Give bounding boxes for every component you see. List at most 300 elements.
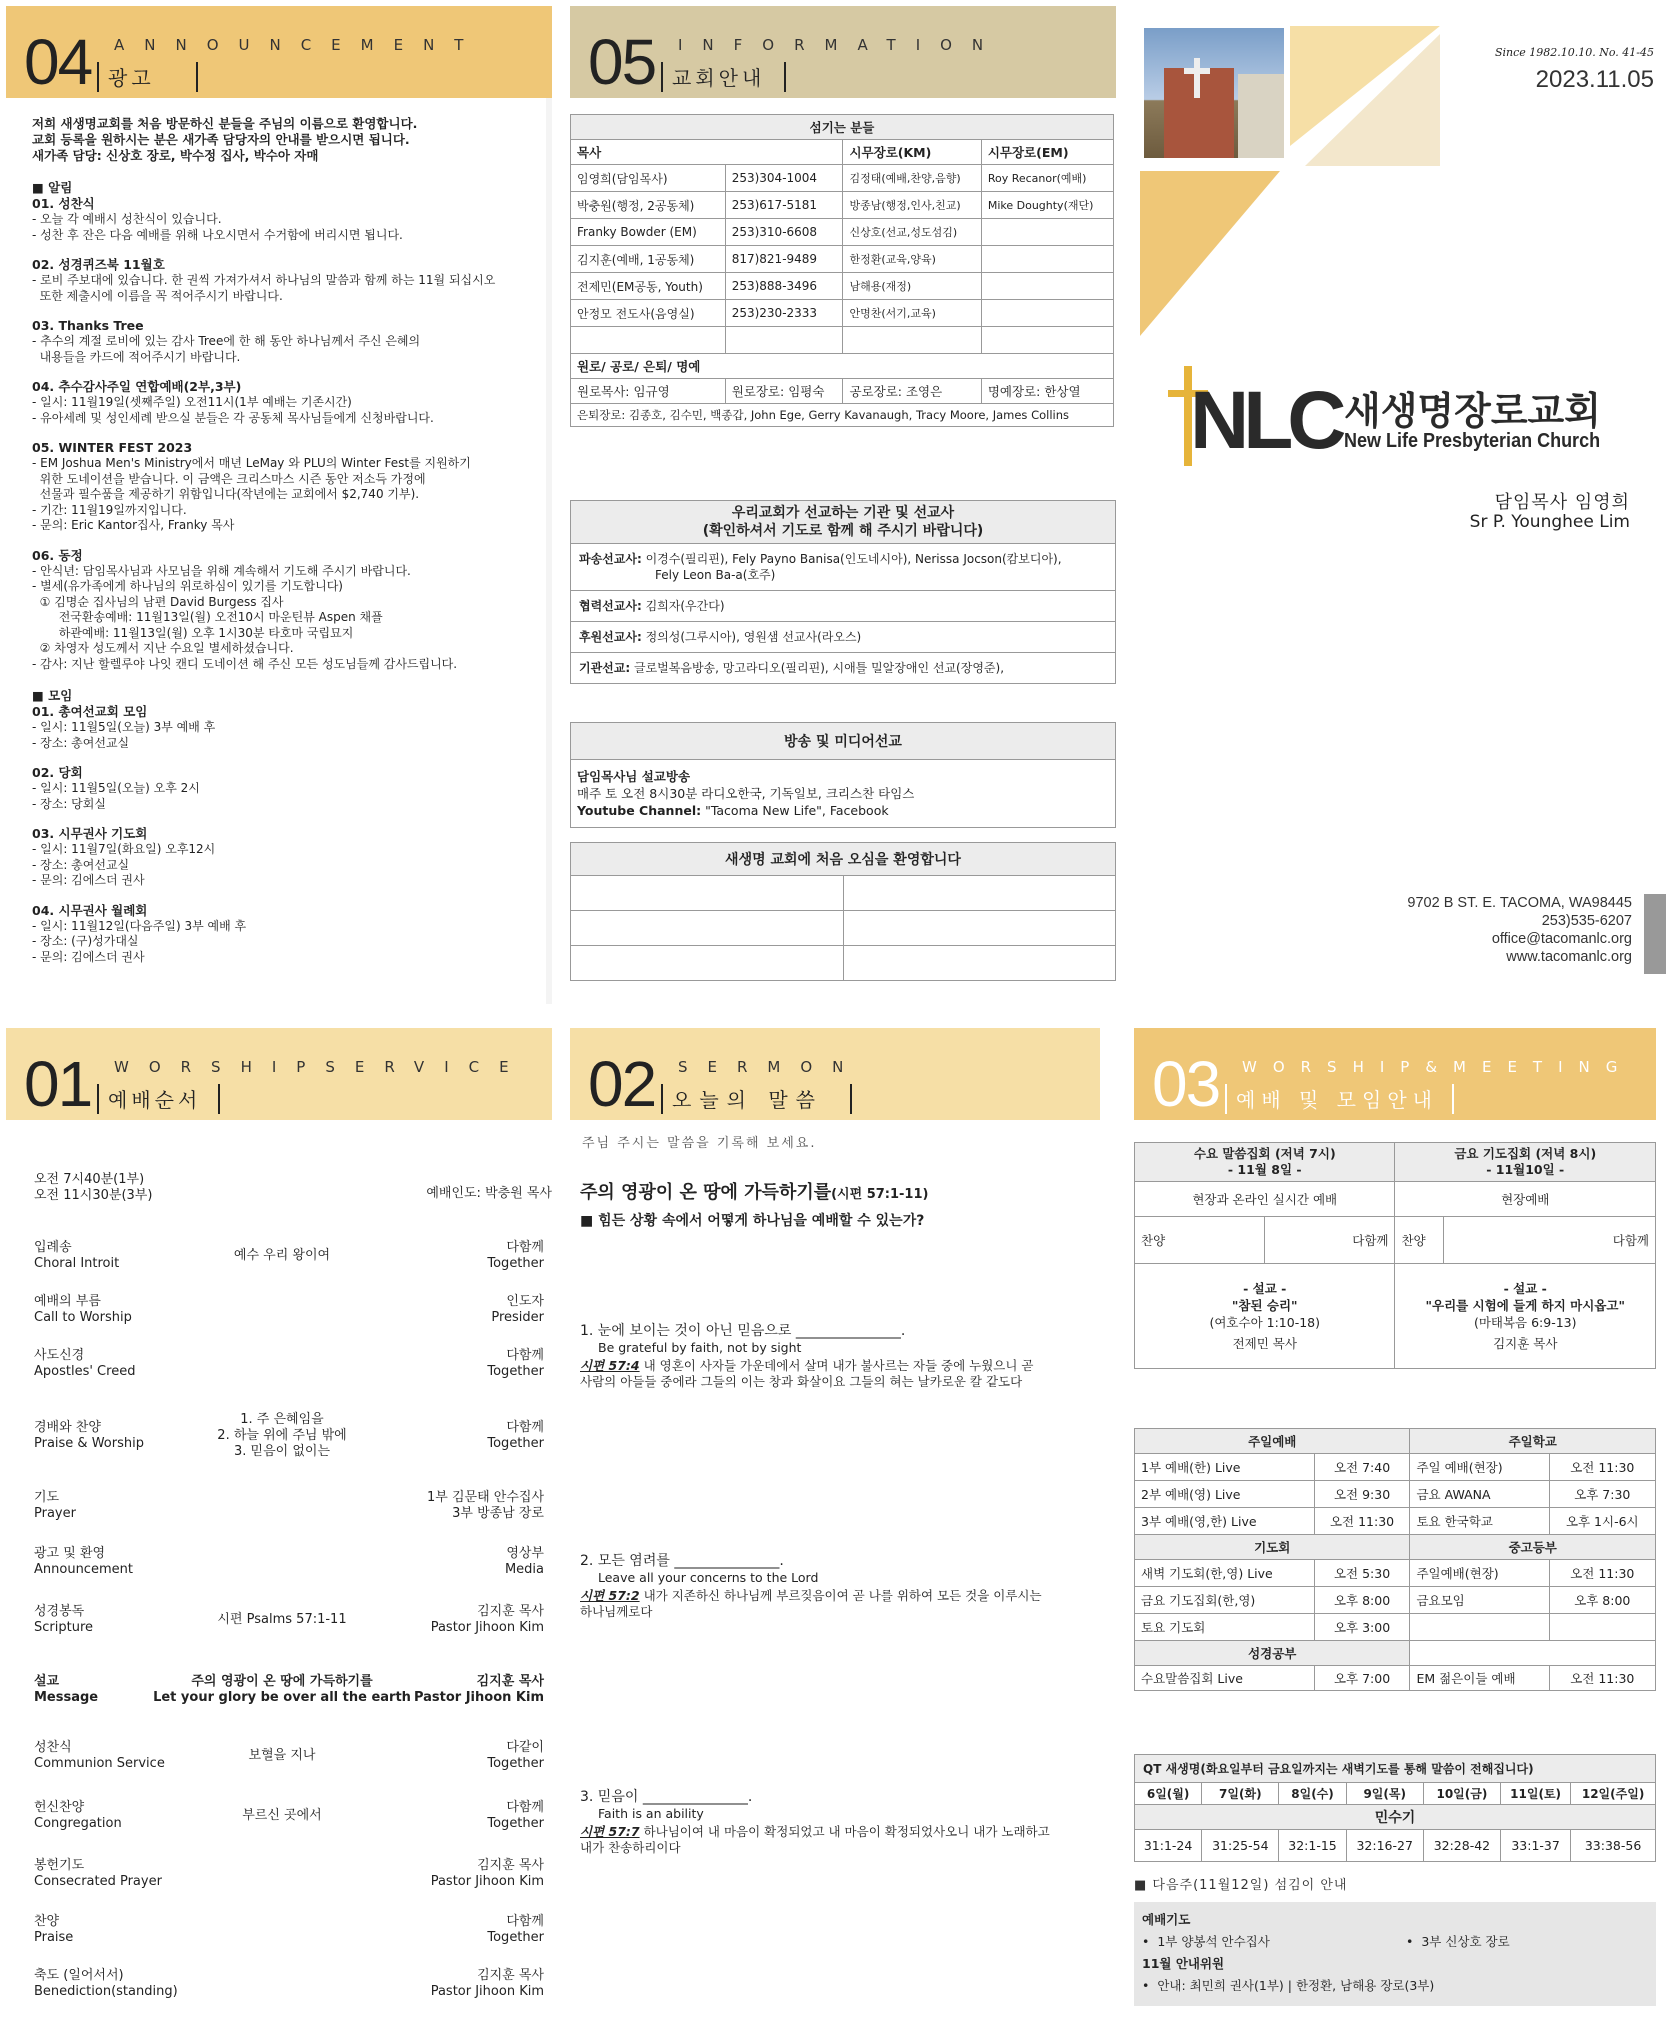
scripture-text: 내 영혼이 사자들 가운데에서 살며 내가 불사르는 자들 중에 누웠으니 곧 [639,1358,1034,1373]
mission-title: 우리교회가 선교하는 기관 및 선교사 [731,505,955,521]
announcement-item [32,826,552,889]
staff-cell: Mike Doughty(재단) [981,192,1113,219]
point-scripture [580,1588,1100,1620]
schedule-table [1134,1428,1656,1691]
staff-cell: 253)230-2333 [725,300,843,327]
schedule-cell: 오전 5:30 [1314,1560,1410,1587]
section-label: ■ 알림 [32,180,73,195]
staff-cell [981,273,1113,300]
sermon-label: - 설교 - [1503,1281,1547,1296]
service-leader [344,1240,544,1272]
prayer-title: 예배기도 [1142,1912,1191,1927]
content-line: 1. 주 은혜임을 [240,1412,324,1427]
staff-cell: 신상호(선교,성도섬김) [843,219,981,246]
since-text: Since 1982.10.10. No. 41-45 [1494,46,1654,59]
content-line: 주의 영광이 온 땅에 가득하기를 [191,1674,373,1689]
staff-cell: 임영희(담임목사) [571,165,726,192]
item-title: 04. 시무권사 월례회 [32,902,148,918]
service-leader [344,1800,544,1832]
item-line: ② 차영자 성도께서 지난 수요일 별세하셨습니다. [32,641,294,655]
divider [1225,1084,1227,1114]
leader-ko: 김지훈 목사 [477,1858,544,1873]
service-ko: 봉헌기도 [34,1858,85,1873]
service-leader [344,1914,544,1946]
qt-day: 7일(화) [1202,1783,1279,1805]
staff-cell: 안명찬(서기,교육) [843,300,981,327]
intro-line: 교회 등록을 원하시는 분은 새가족 담당자의 안내를 받으시면 됩니다. [32,132,410,147]
elder-cell: 명예장로: 한상열 [981,379,1113,404]
media-title: 방송 및 미디어선교 [571,723,1116,760]
staff-cell: 김정태(예배,찬양,음향) [843,165,981,192]
service-leader [344,1968,544,2000]
mission-table [570,500,1116,684]
item-line: - 유아세례 및 성인세례 받으실 분들은 각 공동체 목사님들에게 신청바랍니다. [32,410,434,425]
qt-book: 민수기 [1135,1805,1656,1830]
schedule-cell: 금요 기도집회(한,영) [1135,1587,1315,1614]
schedule-cell: 주일 예배(현장) [1410,1454,1549,1481]
time-2: 오전 11시30분(3부) [34,1188,153,1203]
fri-sermon: "우리를 시험에 들게 하지 마시옵고" [1425,1298,1625,1313]
elder-cell: 공로장로: 조영은 [843,379,981,404]
time-1: 오전 7시40분(1부) [34,1172,145,1187]
section-number: 05 [588,26,656,98]
qt-table [1134,1754,1656,1862]
schedule-cell: 토요 기도회 [1135,1614,1315,1641]
schedule-cell: 금요 AWANA [1410,1481,1549,1508]
schedule-cell: 오전 11:30 [1549,1454,1655,1481]
service-item [34,1914,204,1946]
staff-row [571,327,1114,354]
leader-ko: 다함께 [506,1420,544,1435]
item-line: 전국환송예배: 11월13일(월) 오전10시 마운틴뷰 Aspen 채플 [32,610,383,624]
schedule-row [1135,1560,1656,1587]
point-heading: 1. 눈에 보이는 것이 아닌 믿음으로 _______________. [580,1323,906,1339]
mission-cell [571,591,1116,622]
staff-cell: 남해용(재정) [843,273,981,300]
media-table [570,722,1116,828]
divider [218,1084,220,1114]
announcement-item [32,440,552,534]
item-title: 05. WINTER FEST 2023 [32,440,193,455]
sermon-label: - 설교 - [1243,1281,1287,1296]
sermon-ref: (시편 57:1-11) [831,1187,929,1202]
qt-verse: 32:1-15 [1279,1830,1346,1862]
leader-en: Together [487,1436,544,1451]
item-line: - 일시: 11월7일(화요일) 오후12시 [32,842,216,856]
leader-en: Pastor Jihoon Kim [430,1874,544,1889]
media-line: 매주 토 오전 8시30분 라디오한국, 기독일보, 크리스찬 타임스 [577,786,915,801]
youtube-value: "Tacoma New Life", Facebook [701,803,889,818]
servers-box [1134,1902,1656,2006]
staff-cell: 253)617-5181 [725,192,843,219]
point-heading: 3. 믿음이 _______________. [580,1789,753,1805]
schedule-cell: 토요 한국학교 [1410,1508,1549,1535]
item-title: 02. 성경퀴즈북 11월호 [32,257,165,272]
content-line: 2. 하늘 위에 주님 밖에 [217,1428,347,1443]
qt-day: 9일(목) [1346,1783,1423,1805]
retired-elders: 은퇴장로: 김종호, 김수민, 백종갑, John Ege, Gerry Kavanaugh, Tracy Moore, James Collins [571,404,1114,427]
divider [196,62,198,92]
service-en: Congregation [34,1816,122,1831]
section-number: 02 [588,1048,656,1120]
section-english: WORSHIP&MEETING [1242,1058,1634,1076]
worship-header [6,1028,552,1120]
service-leader [344,1348,544,1380]
cover-panel [1140,6,1680,1004]
announcement-item [32,765,552,812]
item-title: 01. 성찬식 [32,196,95,211]
sermon-point [580,1322,1100,1390]
leader-en: Together [487,1756,544,1771]
sermon-question: ■ 힘든 상황 속에서 어떻게 하나님을 예배할 수 있는가? [580,1213,925,1229]
service-ko: 성경봉독 [34,1604,85,1619]
welcome-intro [32,116,552,164]
praise-label: 찬양 [1395,1217,1444,1264]
schedule-cell: 새벽 기도회(한,영) Live [1135,1560,1315,1587]
schedule-cell: 오후 8:00 [1549,1587,1655,1614]
schedule-cell: 금요모임 [1410,1587,1549,1614]
qt-verse: 33:38-56 [1571,1830,1656,1862]
prayer-title: 기도회 [1135,1535,1410,1560]
scripture-text-2: 내가 찬송하리이다 [580,1840,681,1855]
youtube-label: Youtube Channel: [577,803,702,818]
item-line: - 문의: 김에스더 권사 [32,949,145,964]
item-title: 01. 총여선교회 모임 [32,704,148,719]
website[interactable]: www.tacomanlc.org [1506,949,1632,965]
announcement-item [32,318,552,365]
announcement-body [32,116,552,965]
wed-date: - 11월 8일 - [1227,1162,1302,1177]
mission-cell [571,653,1116,684]
announcement-item [32,379,552,426]
schedule-row [1135,1481,1656,1508]
service-leader [344,1604,544,1636]
pastor-en: Sr P. Younghee Lim [1469,512,1630,532]
divider [784,62,786,92]
meeting-header [1134,1028,1656,1120]
section-number: 04 [24,26,92,98]
staff-cell: 253)888-3496 [725,273,843,300]
usher-line: • 안내: 최민희 권사(1부) | 한정환, 남해용 장로(3부) [1142,1978,1435,1993]
section-english: ANNOUNCEMENT [114,36,484,54]
section-english: WORSHIPSERVICE [114,1058,529,1076]
schedule-cell: 오후 7:30 [1549,1481,1655,1508]
staff-row [571,246,1114,273]
leader-en: Media [504,1562,544,1577]
service-leader [344,1858,544,1890]
item-line: - 추수의 계절 로비에 있는 감사 Tree에 한 해 동안 하나님께서 주신 은혜의 [32,334,421,348]
service-item [34,1968,204,2000]
prayer-2-text: 3부 신상호 장로 [1421,1934,1510,1949]
staff-cell [981,300,1113,327]
section-title: 예배순서 [108,1088,202,1112]
item-title: 02. 당회 [32,765,83,780]
announcement-item [32,548,552,673]
wed-preacher: 전제민 목사 [1232,1336,1297,1351]
wed-type: 현장과 온라인 실시간 예배 [1135,1182,1395,1217]
address-block [1407,894,1632,966]
leader-ko: 김지훈 목사 [477,1604,544,1619]
sch-cell: 수요말씀집회 Live [1135,1666,1315,1691]
service-en: Prayer [34,1506,76,1521]
mission-row [571,544,1116,591]
service-leader [344,1546,544,1578]
content-line: Let your glory be over all the earth [153,1690,411,1705]
item-title: 06. 동정 [32,547,83,563]
point-english: Faith is an ability [598,1806,704,1821]
mission-row [571,591,1116,622]
sermon-hint: 주님 주시는 말씀을 기록해 보세요. [582,1136,817,1151]
leader-en: Presider [491,1310,544,1325]
side-bar [1644,894,1666,974]
staff-table [570,114,1114,427]
service-en: Choral Introit [34,1256,120,1271]
item-line: 내용들을 카드에 적어주시기 바랍니다. [32,349,241,364]
section-number: 03 [1152,1048,1220,1120]
schedule-row [1135,1454,1656,1481]
mission-rows [571,544,1116,684]
welcome-table [570,842,1116,981]
staff-cell: 전제민(EM공동, Youth) [571,273,726,300]
item-line: 또한 제출시에 이름을 꼭 적어주시기 바랍니다. [32,288,283,303]
sunday-rows [1135,1454,1656,1535]
col-pastor: 목사 [571,140,843,165]
service-ko: 입례송 [34,1240,72,1255]
item-line: - 일시: 11월5일(오늘) 오후 2시 [32,781,200,795]
item-line: ① 김명순 집사님의 남편 David Burgess 집사 [32,594,284,609]
mission-cell [571,544,1116,591]
schedule-row [1135,1587,1656,1614]
schedule-cell: 2부 예배(영) Live [1135,1481,1315,1508]
sermon-header [570,1028,1100,1120]
sermon-panel [570,1028,1100,2034]
item-line: - 감사: 지난 할렐루야 나잇 캔디 도네이션 해 주신 모든 성도님들께 감사드립니다. [32,656,458,671]
scripture-ref: 시편 57:7 [580,1824,640,1839]
point-scripture [580,1824,1100,1856]
item-line: - 안식년: 담임목사님과 사모님을 위해 계속해서 기도해 주시기 바랍니다. [32,563,411,578]
mission-subtitle: (확인하셔서 기도로 함께 해 주시기 바랍니다) [702,523,984,539]
sunday-title: 주일예배 [1135,1429,1410,1454]
sermon-point [580,1552,1100,1620]
announcement-panel [6,6,552,1004]
service-ko: 설교 [34,1674,60,1689]
schedule-cell [1410,1614,1549,1641]
schedule-cell: 오후 1시-6시 [1549,1508,1655,1535]
item-line: - 문의: Eric Kantor집사, Franky 목사 [32,518,235,532]
prayer-2: • 3부 신상호 장로 [1406,1934,1510,1949]
staff-row [571,165,1114,192]
mission-label: 후원선교사: [579,630,642,644]
worship-leader: 예배인도: 박충원 목사 [426,1186,552,1201]
scripture-text-2: 사람의 아들들 중에라 그들의 이는 창과 화살이요 그들의 혀는 날카로운 칼 같도다 [580,1374,1023,1389]
service-en: Consecrated Prayer [34,1874,162,1889]
fri-ref: (마태복음 6:9-13) [1473,1315,1577,1330]
service-en: Apostles' Creed [34,1364,136,1379]
scripture-text: 하나님이여 내 마음이 확정되었고 내 마음이 확정되었사오니 내가 노래하고 [639,1824,1050,1839]
qt-verse: 32:28-42 [1423,1830,1500,1862]
schedule-cell: 오전 11:30 [1314,1508,1410,1535]
email[interactable]: office@tacomanlc.org [1491,931,1632,947]
bible-title: 성경공부 [1135,1641,1410,1666]
mission-cell [571,622,1116,653]
sermon-point [580,1788,1100,1856]
item-line: 선물과 필수품을 제공하기 위함입니다(작년에는 교회에서 $2,740 기부). [32,487,420,501]
service-leader [344,1740,544,1772]
announcement-header [6,6,552,98]
staff-cell [843,327,981,354]
service-item [34,1546,204,1578]
divider [97,1084,99,1114]
sch-cell: 오후 7:00 [1314,1666,1410,1691]
mission-value: 정의성(그루시아), 영원샘 선교사(라오스) [645,630,862,644]
point-heading: 2. 모든 염려를 _______________. [580,1553,784,1569]
leader-ko: 영상부 [506,1546,544,1561]
service-leader [344,1490,544,1522]
usher-title: 11월 안내위원 [1142,1956,1225,1971]
service-en: Message [34,1690,99,1705]
service-en: Praise [34,1930,74,1945]
staff-cell: Roy Recanor(예배) [981,165,1113,192]
service-times [34,1172,152,1204]
leader-en: Together [487,1930,544,1945]
content-line: 부르신 곳에서 [242,1808,322,1823]
service-ko: 헌신찬양 [34,1800,85,1815]
phone: 253)535-6207 [1541,913,1632,929]
elder-cell: 원로목사: 임규영 [571,379,726,404]
divider [661,1084,663,1114]
point-scripture [580,1358,1100,1390]
leader-en: Together [487,1816,544,1831]
youth-title: 중고등부 [1410,1535,1656,1560]
section-english: SERMON [678,1058,864,1076]
pastor-ko: 담임목사 임영희 [1494,492,1630,513]
staff-cell: 안정모 전도사(음영실) [571,300,726,327]
mission-label: 파송선교사: [579,552,642,566]
staff-cell: 한정환(교육,양육) [843,246,981,273]
leader-en: Pastor Jihoon Kim [413,1690,544,1705]
content-line: 시편 Psalms 57:1-11 [217,1612,347,1627]
content-line: 3. 믿음이 없이는 [233,1444,331,1459]
qt-title: QT 새생명(화요일부터 금요일까지는 새벽기도를 통해 말씀이 전해집니다) [1135,1755,1656,1783]
leader-ko: 김지훈 목사 [476,1674,544,1689]
praise-label: 찬양 [1135,1217,1265,1264]
divider [97,62,99,92]
staff-cell [571,327,726,354]
school-title: 주일학교 [1410,1429,1656,1454]
qt-day: 6일(월) [1135,1783,1202,1805]
item-line: - 문의: 김에스더 권사 [32,873,145,887]
mission-value: 김희자(우간다) [645,599,725,613]
service-en: Praise & Worship [34,1436,144,1451]
wed-title: 수요 말씀집회 (저녁 7시) [1193,1146,1336,1161]
announcement-item [32,257,552,304]
service-ko: 찬양 [34,1914,60,1929]
prayer-1-text: 1부 양봉석 안수집사 [1157,1934,1270,1949]
item-title: 04. 추수감사주일 연합예배(2부,3부) [32,379,242,394]
leader-ko: 김지훈 목사 [477,1968,544,1983]
wed-ref: (여호수아 1:10-18) [1209,1315,1320,1330]
section-title: 광고 [108,66,155,90]
qt-verse: 33:1-37 [1501,1830,1571,1862]
qt-verse: 31:1-24 [1135,1830,1202,1862]
church-name-en: New Life Presbyterian Church [1344,430,1601,452]
item-title: 03. 시무권사 기도회 [32,826,148,841]
leader-en: Together [487,1256,544,1271]
item-line: - 장소: 총여선교실 [32,735,130,750]
qt-day: 10일(금) [1423,1783,1500,1805]
divider [661,62,663,92]
qt-day: 11일(토) [1501,1783,1571,1805]
item-line: - 오늘 각 예배시 성찬식이 있습니다. [32,212,222,226]
leader-ko: 1부 김문태 안수집사 [427,1490,544,1505]
leader-en: 3부 방종남 장로 [452,1506,544,1521]
qt-verse: 31:25-54 [1202,1830,1279,1862]
item-line: 위한 도네이션을 받습니다. 이 금액은 크리스마스 시즌 동안 저소득 가정에 [32,471,426,486]
staff-cell [725,327,843,354]
qt-day: 8일(수) [1279,1783,1346,1805]
content-line: 예수 우리 왕이여 [233,1248,331,1263]
item-line: 하관예배: 11월13일(월) 오후 1시30분 타호마 국립묘지 [32,625,354,640]
staff-title: 섬기는 분들 [571,115,1114,140]
usher-text: 안내: 최민희 권사(1부) | 한정환, 남해용 장로(3부) [1157,1978,1435,1993]
staff-cell: 김지훈(예배, 1공동체) [571,246,726,273]
item-line: - 장소: 총여선교실 [32,857,130,872]
qt-day: 12일(주일) [1571,1783,1656,1805]
service-ko: 광고 및 환영 [34,1546,106,1561]
fri-preacher: 김지훈 목사 [1493,1336,1558,1351]
sermon-title [580,1178,928,1204]
service-leader [344,1294,544,1326]
prayer-1: • 1부 양봉석 안수집사 [1142,1934,1270,1949]
staff-cell: Franky Bowder (EM) [571,219,726,246]
staff-cell [981,327,1113,354]
fri-title: 금요 기도집회 (저녁 8시) [1454,1146,1597,1161]
sch-cell: 오전 11:30 [1549,1666,1655,1691]
service-ko: 예배의 부름 [34,1294,101,1309]
staff-cell: 817)821-9489 [725,246,843,273]
announcement-item [32,903,552,966]
schedule-cell: 1부 예배(한) Live [1135,1454,1315,1481]
announcement-list [32,180,552,965]
item-line: - EM Joshua Men's Ministry에서 매년 LeMay 와 PLU의 Winter Fest를 지원하기 [32,456,471,470]
address-line: 9702 B ST. E. TACOMA, WA98445 [1407,895,1632,911]
weekday-services [1134,1142,1656,1369]
service-ko: 사도신경 [34,1348,85,1363]
qt-days [1135,1783,1656,1805]
item-line: - 일시: 11월19일(셋째주일) 오전11시(1부 예배는 기존시간) [32,395,352,409]
section-label: ■ 모임 [32,688,73,703]
media-line: 담임목사님 설교방송 [577,769,691,784]
service-en: Benediction(standing) [34,1984,178,1999]
elder-cell: 원로장로: 임평숙 [725,379,843,404]
church-logo [1168,366,1668,476]
staff-cell [981,246,1113,273]
sermon-title-text: 주의 영광이 온 땅에 가득하기를 [580,1182,832,1203]
schedule-cell: 오전 11:30 [1549,1560,1655,1587]
item-line: - 성찬 후 잔은 다음 예배를 위해 나오시면서 수거함에 버리시면 됩니다. [32,227,403,242]
service-ko: 기도 [34,1490,60,1505]
leader-ko: 다같이 [506,1740,544,1755]
praise-who: 다함께 [1444,1217,1656,1264]
announcement-item [32,704,552,751]
information-header [570,6,1116,98]
point-english: Be grateful by faith, not by sight [598,1340,802,1355]
logo-text: NLC [1190,375,1341,466]
service-en: Communion Service [34,1756,165,1771]
schedule-cell: 오전 7:40 [1314,1454,1410,1481]
staff-cell: 253)310-6608 [725,219,843,246]
staff-row [571,300,1114,327]
